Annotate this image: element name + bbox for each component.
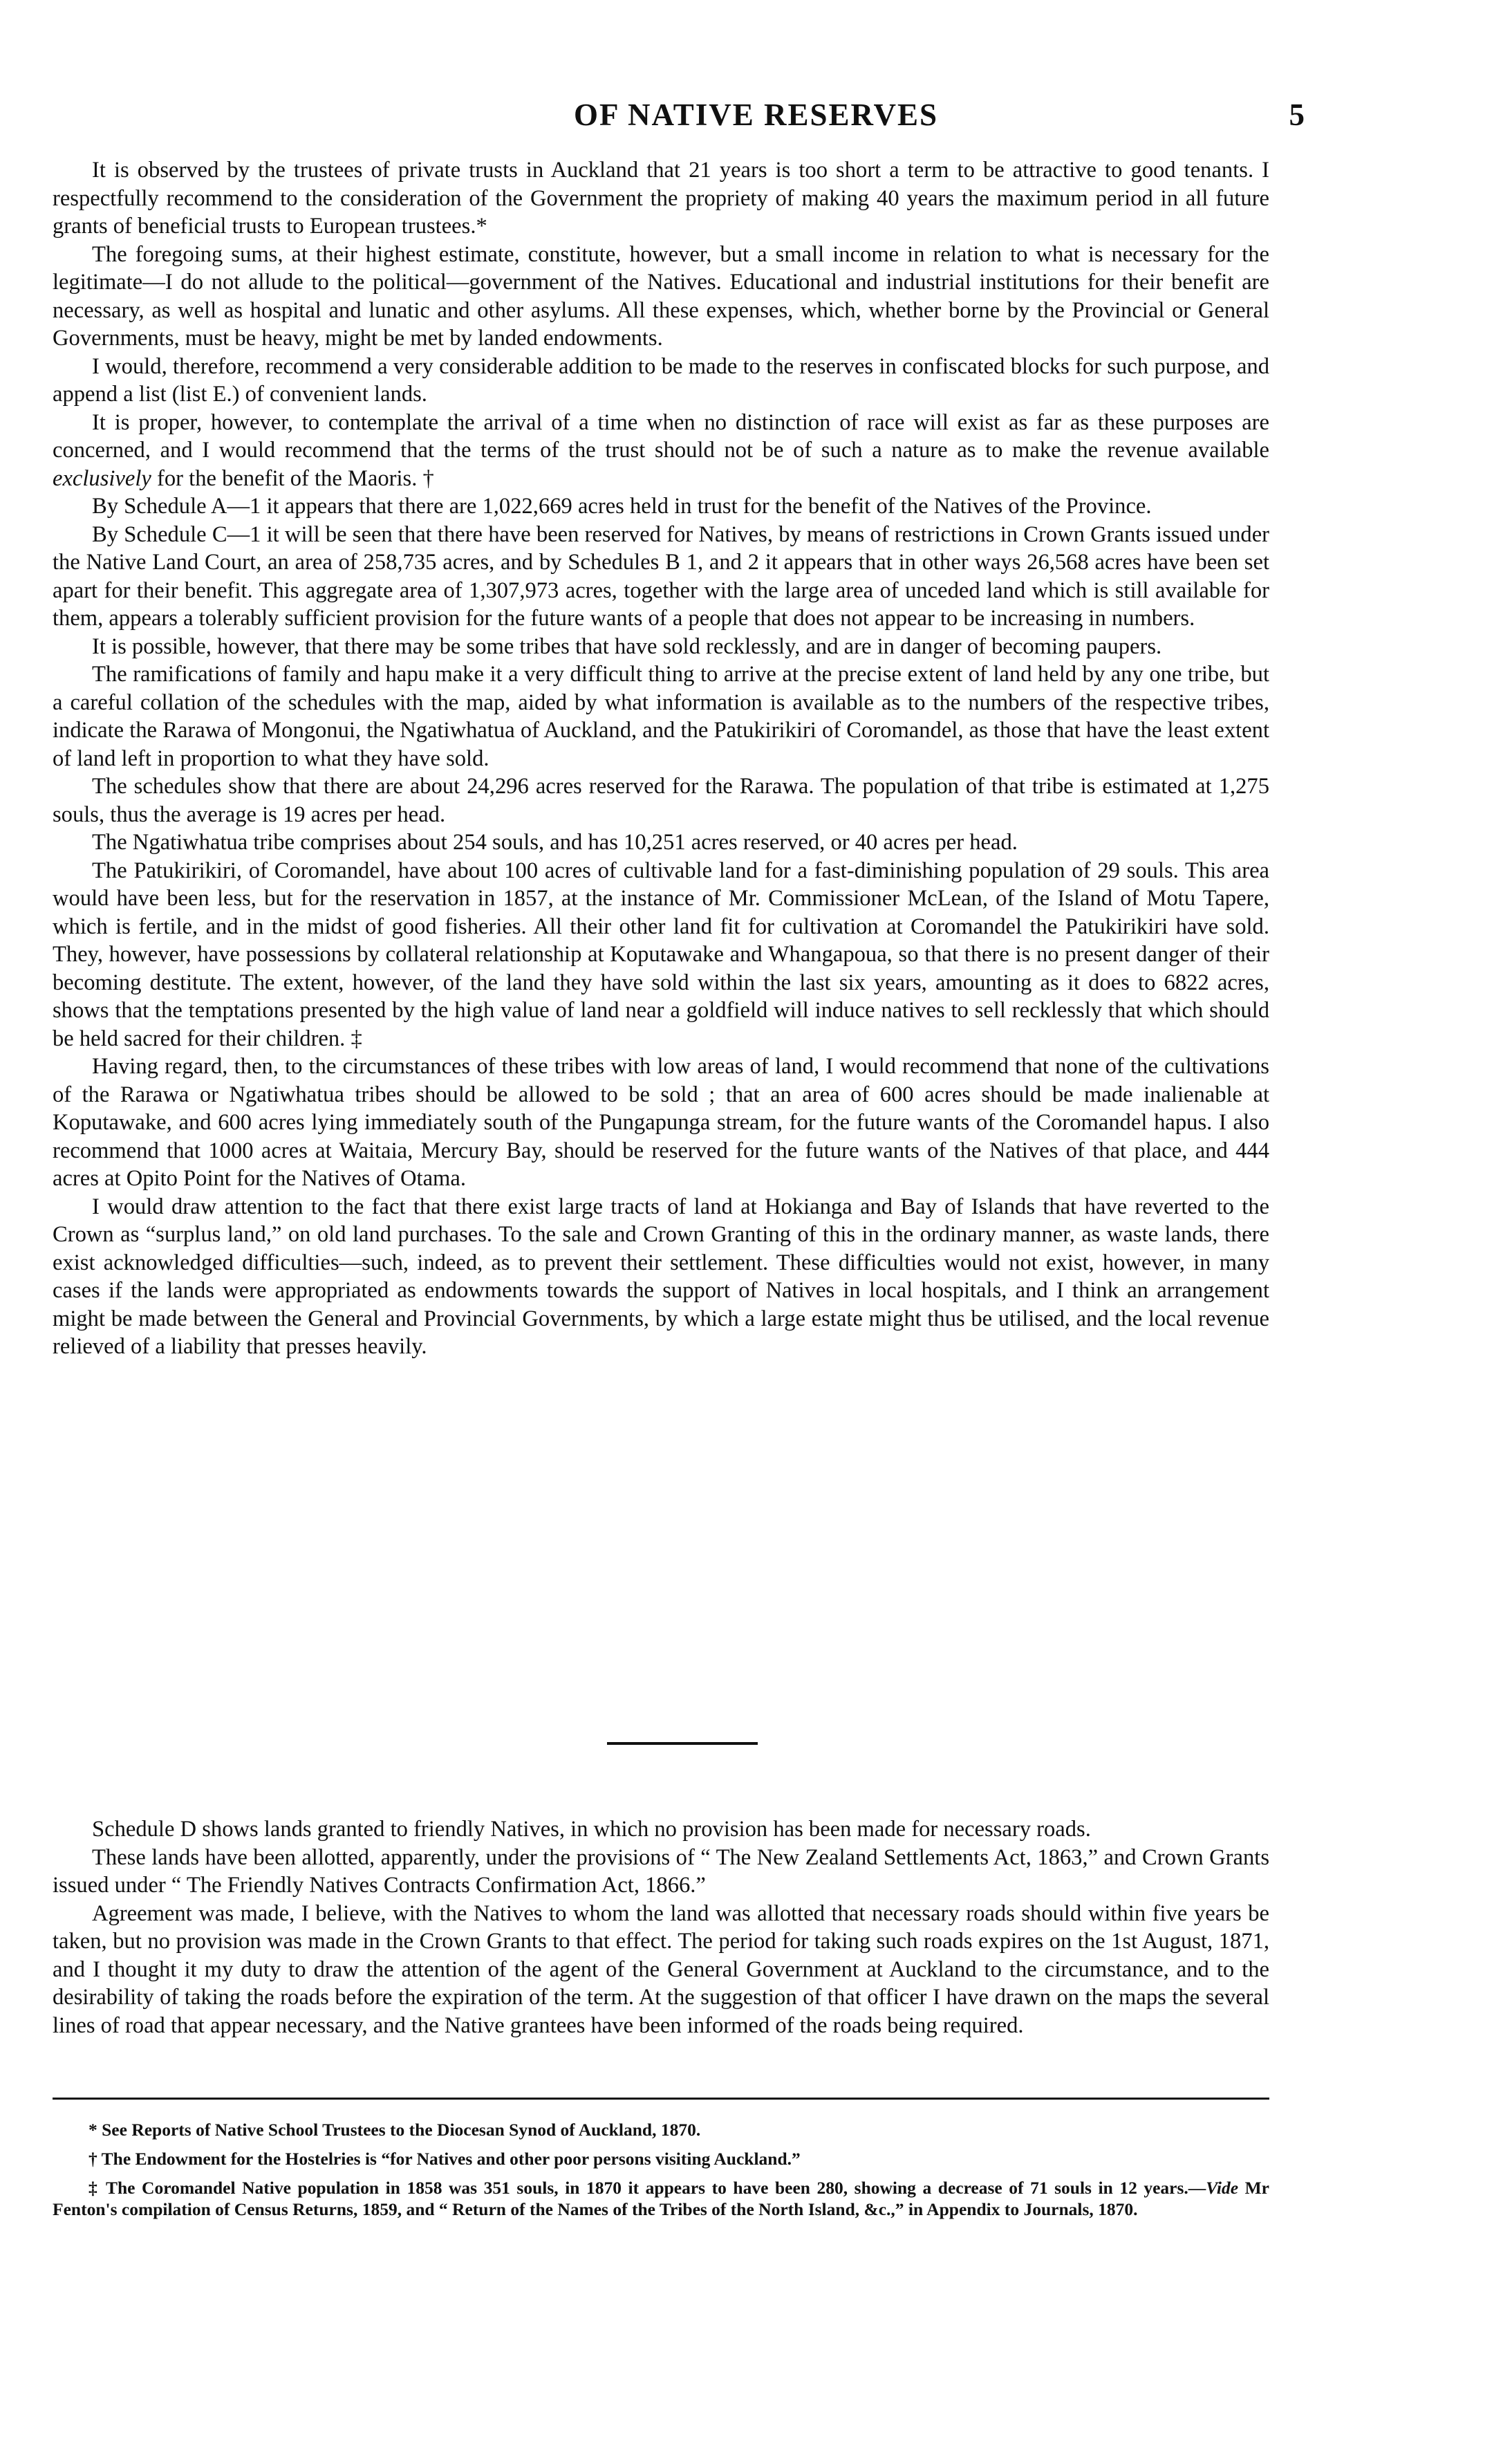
footnote-text: ‡ The Coromandel Native population in 1858 was 351 souls, in 1870 it appears to have been 280, showing a decrease of 71 souls in 12 years.—: [88, 2178, 1206, 2198]
footnotes: [53, 2119, 1269, 2228]
paragraph: Schedule D shows lands granted to friendly Natives, in which no provision has been made for necessary roads.: [92, 1817, 1091, 1842]
paragraph-text: for the benefit of the Maoris. †: [151, 465, 434, 491]
paragraph: It is possible, however, that there may be some tribes that have sold recklessly, and are in danger of becoming paupers.: [92, 633, 1162, 659]
paragraph: Agreement was made, I believe, with the Natives to whom the land was allotted that necessary roads should within five years be taken, but no provision was made in the Crown Grants to that effect. The period for taking such roads expires on the 1st August, 1871, and I thought it my duty to draw the attention of the agent of the General Government at Auckland to the circumstance, and to the desirability of taking the roads before the expiration of the term. At the suggestion of that officer I have drawn on the maps the several lines of road that appear necessary, and the Native grantees have been informed of the roads being required.: [53, 1900, 1269, 2038]
roads-section: [53, 1815, 1269, 2039]
footnote-divider: [53, 2098, 1269, 2100]
section-divider: [607, 1742, 758, 1745]
page-number: 5: [1289, 98, 1305, 132]
paragraph: By Schedule C—1 it will be seen that there have been reserved for Natives, by means of restrictions in Crown Grants issued under the Native Land Court, an area of 258,735 acres, and by Schedules B 1, and 2 it appears that in other ways 26,568 acres have been set apart for their benefit. This aggregate area of 1,307,973 acres, together with the large area of unceded land which is still available for them, appears a tolerably sufficient provision for the future wants of a people that does not appear to be increasing in numbers.: [53, 521, 1269, 631]
paragraph: The schedules show that there are about 24,296 acres reserved for the Rarawa. The population of that tribe is estimated at 1,275 souls, thus the average is 19 acres per head.: [53, 774, 1269, 827]
footnote-star: * See Reports of Native School Trustees to the Diocesan Synod of Auckland, 1870.: [88, 2120, 701, 2140]
paragraph: The foregoing sums, at their highest estimate, constitute, however, but a small income in relation to what is necessary for the legitimate—I do not allude to the political—government of the Natives. Educational and industrial institutions for their benefit are necessary, as well as hospital and lunatic and other asylums. All these expenses, which, whether borne by the Provincial or General Governments, must be heavy, might be met by landed endowments.: [53, 241, 1269, 351]
paragraph: These lands have been allotted, apparently, under the provisions of “ The New Zealand Settlements Act, 1863,” and Crown Grants issued under “ The Friendly Natives Contracts Confirmation Act, 1866.”: [53, 1844, 1269, 1898]
emphasis-text: Vide: [1206, 2178, 1239, 2198]
emphasis-text: exclusively: [53, 465, 151, 491]
footnote-dagger: † The Endowment for the Hostelries is “for Natives and other poor persons visiting Auckland.”: [88, 2149, 801, 2169]
paragraph: The ramifications of family and hapu make it a very difficult thing to arrive at the precise extent of land held by any one tribe, but a careful collation of the schedules with the map, aided by what information is available as to the numbers of the respective tribes, indicate the Rarawa of Mongonui, the Ngatiwhatua of Auckland, and the Patukirikiri of Coromandel, as those that have the least extent of land left in proportion to what they have sold.: [53, 662, 1269, 771]
footnote-text: Mr Fenton's compilation of Census Returns, 1859, and “ Return of the Names of the Tribes of the North Island, &c.,” in Appendix to Journals, 1870.: [53, 2178, 1269, 2219]
page-title: OF NATIVE RESERVES: [573, 98, 939, 132]
paragraph: It is observed by the trustees of private trusts in Auckland that 21 years is too short a term to be attractive to good tenants. I respectfully recommend to the consideration of the Government the propriety of making 40 years the maximum period in all future grants of beneficial trusts to European trustees.*: [53, 158, 1269, 239]
paragraph: The Ngatiwhatua tribe comprises about 254 souls, and has 10,251 acres reserved, or 40 acres per head.: [92, 830, 1018, 855]
paragraph-text: It is proper, however, to contemplate the arrival of a time when no distinction of race will exist as far as these purposes are concerned, and I would recommend that the terms of the trust should not be of such a nature as to make the revenue available: [53, 409, 1269, 463]
paragraph: I would, therefore, recommend a very considerable addition to be made to the reserves in confiscated blocks for such purpose, and append a list (list E.) of convenient lands.: [53, 353, 1269, 407]
footnote-double-dagger: [53, 2177, 1269, 2220]
paragraph: By Schedule A—1 it appears that there are 1,022,669 acres held in trust for the benefit of the Natives of the Province.: [92, 494, 1152, 519]
paragraph: The Patukirikiri, of Coromandel, have about 100 acres of cultivable land for a fast-diminishing population of 29 souls. This area would have been less, but for the reservation in 1857, at the instance of Mr. Commissioner McLean, of the Island of Motu Tapere, which is fertile, and in the midst of good fisheries. All their other land fit for cultivation at Coromandel the Patukirikiri have sold. They, however, have possessions by collateral relationship at Koputawake and Whangapoua, so that there is no present danger of their becoming destitute. The extent, however, of the land they have sold within the last six years, amounting as it does to 6822 acres, shows that the temptations presented by the high value of land near a goldfield will induce natives to sell recklessly that which should be held sacred for their children. ‡: [53, 858, 1269, 1051]
paragraph: [53, 409, 1269, 493]
paragraph: Having regard, then, to the circumstances of these tribes with low areas of land, I would recommend that none of the cultivations of the Rarawa or Ngatiwhatua tribes should be allowed to be sold ; that an area of 600 acres should be made inalienable at Koputawake, and 600 acres lying immediately south of the Pungapunga stream, for the future wants of the Coromandel hapus. I also recommend that 1000 acres at Waitaia, Mercury Bay, should be reserved for the future wants of the Natives of that place, and 444 acres at Opito Point for the Natives of Otama.: [53, 1054, 1269, 1191]
paragraph: I would draw attention to the fact that there exist large tracts of land at Hokianga and Bay of Islands that have reverted to the Crown as “surplus land,” on old land purchases. To the sale and Crown Granting of this in the ordinary manner, as waste lands, there exist acknowledged difficulties—such, indeed, as to prevent their settlement. These difficulties would not exist, however, in many cases if the lands were appropriated as endowments towards the support of Natives in local hospitals, and I think an arrangement might be made between the General and Provincial Governments, by which a large estate might thus be utilised, and the local revenue relieved of a liability that presses heavily.: [53, 1194, 1269, 1359]
main-text: [53, 156, 1269, 1361]
